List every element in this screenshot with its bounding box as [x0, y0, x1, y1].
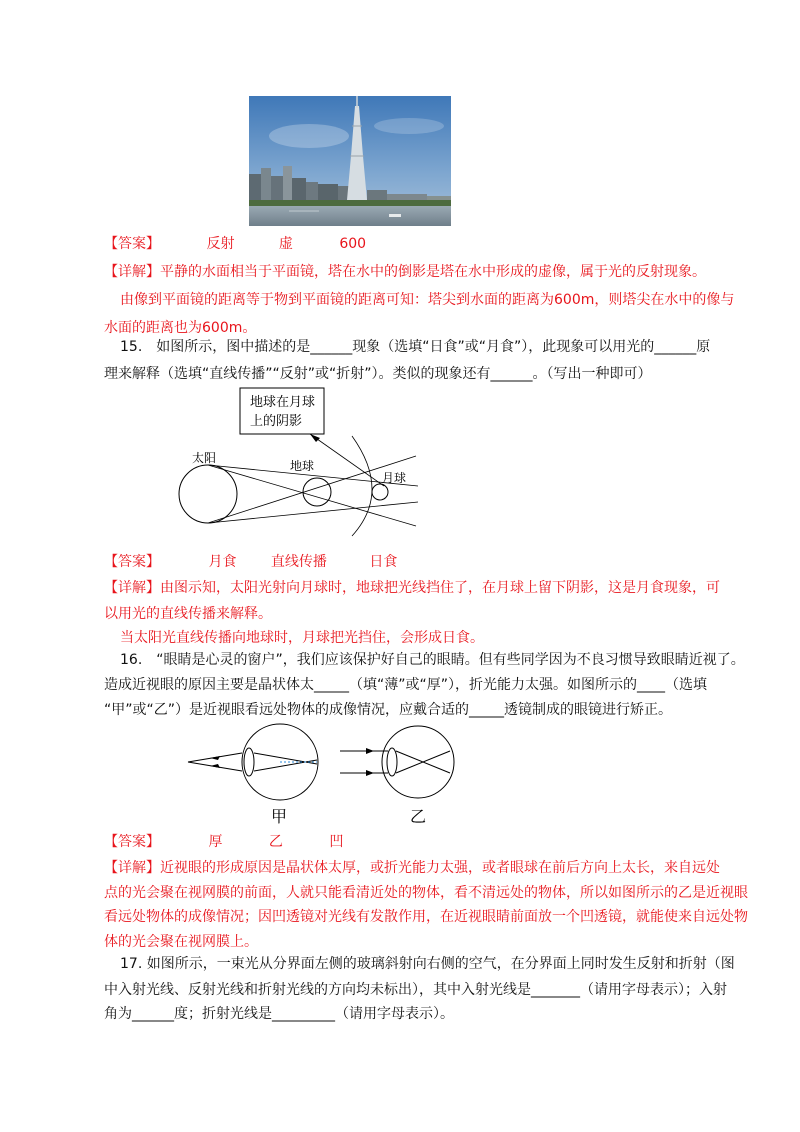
- eye-jia: [188, 724, 318, 800]
- q15-line-2: 理来解释（选填“直线传播”“反射”或“折射”）。类似的现象还有______。（写出一种即可）: [104, 366, 652, 382]
- moon-circle: [372, 484, 388, 500]
- eye-diagrams: [180, 722, 470, 832]
- answer-label: 【答案】: [104, 236, 160, 252]
- q14-detail-3: 水面的距离也为600m。: [104, 320, 257, 336]
- answer-2: 虚: [278, 236, 293, 252]
- q16-detail-2: 点的光会聚在视网膜的前面，人就只能看清近处的物体，看不清远处的物体，所以如图所示的乙是近视眼: [104, 885, 748, 901]
- q14-detail-2: 由像到平面镜的距离等于物到平面镜的距离可知：塔尖到水面的距离为600m，则塔尖在水中的像与: [120, 292, 735, 308]
- box-text-1: 地球在月球: [250, 395, 316, 410]
- detail-label: 【详解】: [104, 860, 160, 876]
- q16-line-2: 造成近视眼的原因主要是晶状体太_____（填“薄”或“厚”），折光能力太强。如图所示的____（选填: [104, 677, 708, 693]
- answer-1: 反射: [206, 236, 235, 252]
- q15-detail-2: 以用光的直线传播来解释。: [104, 606, 272, 622]
- q16-line-3: “甲”或“乙”）是近视眼看远处物体的成像情况，应戴合适的_____透镜制成的眼镜进行矫正。: [104, 702, 673, 718]
- answer-label: 【答案】: [104, 834, 160, 850]
- earth-circle: [303, 478, 331, 506]
- q16-line-1: 16. “眼睛是心灵的窗户”，我们应该保护好自己的眼睛。但有些同学因为不良习惯导致眼睛近视了。: [120, 652, 745, 668]
- detail-label: 【详解】: [104, 264, 160, 280]
- answer-3: 600: [339, 236, 367, 252]
- answer-1: 月食: [208, 554, 237, 570]
- sun-circle: [179, 465, 237, 523]
- q14-detail-1: 【详解】平静的水面相当于平面镜，塔在水中的倒影是塔在水中形成的虚像，属于光的反射现象。: [104, 264, 706, 280]
- q17-line-1: 17. 如图所示，一束光从分界面左侧的玻璃斜射向右侧的空气，在分界面上同时发生反射和折射（图: [120, 956, 735, 972]
- answer-label: 【答案】: [104, 554, 160, 570]
- q15-detail-1: 【详解】由图示知，太阳光射向月球时，地球把光线挡住了，在月球上留下阴影，这是月食现象，可: [104, 580, 720, 596]
- q16-answer-row: [104, 832, 724, 852]
- q15-line-1: 15. 如图所示，图中描述的是______现象（选填“日食”或“月食”），此现象可以用光的______原: [120, 339, 711, 355]
- answer-2: 乙: [268, 834, 283, 850]
- label-jia: 甲: [271, 807, 288, 826]
- earth-label: 地球: [290, 459, 315, 473]
- q17-line-2: 中入射光线、反射光线和折射光线的方向均未标出），其中入射光线是_______（请用字母表示）；入射: [104, 982, 727, 998]
- answer-3: 日食: [369, 554, 398, 570]
- sun-label: 太阳: [192, 451, 217, 465]
- detail-label: 【详解】: [104, 580, 160, 596]
- q16-detail-3: 看远处物体的成像情况；因凹透镜对光线有发散作用，在近视眼睛前面放一个凹透镜，就能使来自远处物: [104, 909, 748, 925]
- answer-2: 直线传播: [270, 554, 327, 570]
- q17-line-3: 角为______度；折射光线是_________（请用字母表示）。: [104, 1006, 454, 1022]
- eye-yi: [340, 726, 454, 798]
- q15-answer-row: [104, 552, 724, 572]
- q15-detail-3: 当太阳光直线传播向地球时，月球把光挡住，会形成日食。: [120, 630, 484, 646]
- moon-label: 月球: [382, 471, 407, 485]
- lunar-eclipse-diagram: [170, 386, 420, 546]
- answer-3: 凹: [329, 834, 344, 850]
- q16-detail-1: 【详解】近视眼的形成原因是晶状体太厚，或折光能力太强，或者眼球在前后方向上太长，来自远处: [104, 860, 720, 876]
- q16-detail-4: 体的光会聚在视网膜上。: [104, 934, 258, 950]
- tower-reflection-photo: [249, 96, 451, 226]
- answer-1: 厚: [208, 834, 223, 850]
- box-text-2: 上的阴影: [250, 414, 303, 429]
- label-yi: 乙: [410, 807, 427, 826]
- q14-answer-row: [104, 234, 724, 254]
